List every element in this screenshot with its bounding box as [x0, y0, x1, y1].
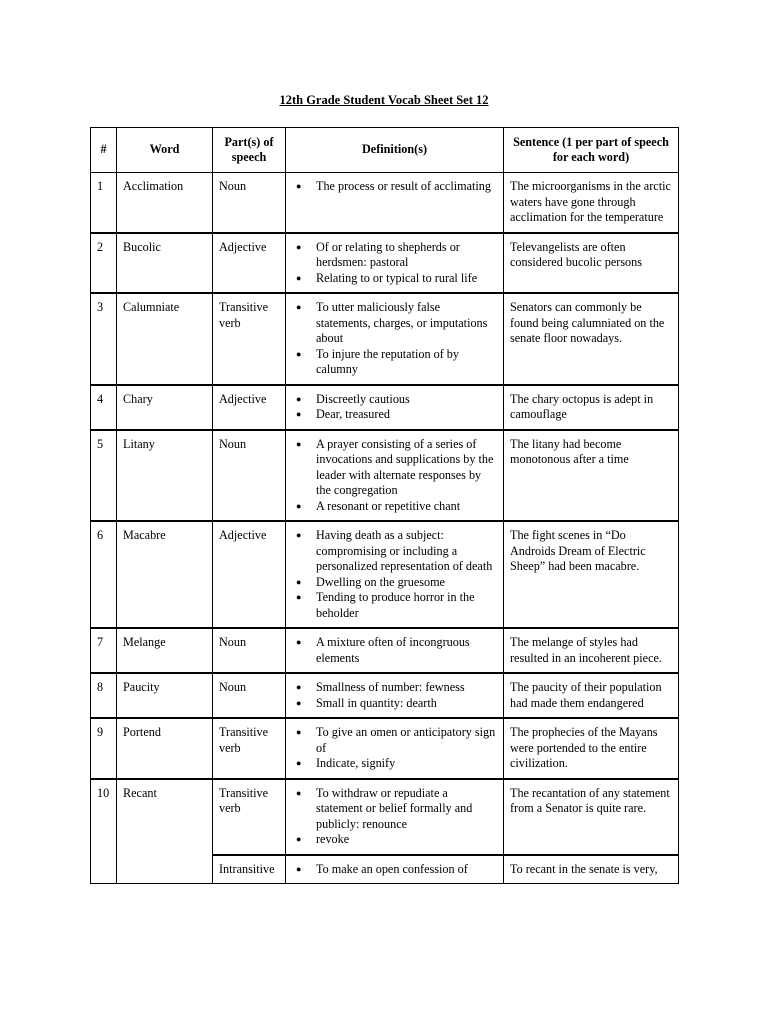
definition-text: To injure the reputation of by calumny — [316, 346, 459, 376]
definition-item — [292, 590, 497, 621]
definition-list — [292, 437, 497, 515]
row-word: Litany — [117, 430, 213, 522]
definition-item — [292, 407, 497, 423]
row-number: 10 — [91, 779, 117, 884]
row-part-of-speech: Noun — [213, 430, 286, 522]
bullet-icon: ● — [296, 576, 302, 587]
bullet-icon: ● — [296, 348, 302, 359]
table-row — [91, 718, 679, 779]
bullet-icon: ● — [296, 181, 302, 191]
definition-text: To utter maliciously false statements, charges, or imputations about — [316, 300, 488, 345]
bullet-icon: ● — [296, 500, 302, 511]
definition-item — [292, 179, 497, 195]
row-definitions — [286, 385, 504, 430]
definition-text: Of or relating to shepherds or herdsmen: pastoral — [316, 239, 460, 269]
row-word: Acclimation — [117, 173, 213, 233]
definition-text: Discreetly cautious — [316, 391, 410, 406]
row-definitions — [286, 628, 504, 673]
definition-text: Tending to produce horror in the beholder — [316, 590, 475, 620]
definition-text: Having death as a subject: compromising or including a personalized representation of death — [316, 528, 493, 573]
row-word: Paucity — [117, 673, 213, 718]
header-word: Word — [117, 128, 213, 173]
row-sentence: The chary octopus is adept in camouflage — [504, 385, 679, 430]
definition-item — [292, 347, 497, 378]
header-definition: Definition(s) — [286, 128, 504, 173]
bullet-icon: ● — [296, 727, 302, 737]
definition-item — [292, 862, 497, 878]
row-part-of-speech: Adjective — [213, 233, 286, 294]
definition-item — [292, 271, 497, 287]
table-row — [91, 293, 679, 385]
definition-item — [292, 437, 497, 499]
row-number: 7 — [91, 628, 117, 673]
bullet-icon: ● — [296, 637, 302, 647]
row-sentence: The litany had become monotonous after a time — [504, 430, 679, 522]
row-definitions — [286, 430, 504, 522]
definition-item — [292, 786, 497, 833]
definition-text: Small in quantity: dearth — [316, 695, 437, 710]
row-sentence: The recantation of any statement from a Senator is quite rare. — [504, 779, 679, 855]
row-definitions — [286, 779, 504, 855]
row-word: Recant — [117, 779, 213, 884]
vocab-table-body — [91, 173, 679, 884]
bullet-icon: ● — [296, 409, 302, 419]
bullet-icon: ● — [296, 682, 302, 692]
row-part-of-speech: Adjective — [213, 385, 286, 430]
table-row — [91, 430, 679, 522]
row-definitions — [286, 718, 504, 779]
row-part-of-speech: Transitive verb — [213, 293, 286, 385]
definition-text: The process or result of acclimating — [316, 179, 491, 193]
table-row — [91, 173, 679, 233]
bullet-icon: ● — [296, 834, 302, 844]
definition-list — [292, 635, 497, 666]
table-row — [91, 521, 679, 628]
row-sentence: The microorganisms in the arctic waters have gone through acclimation for the temperature — [504, 173, 679, 233]
table-row — [91, 779, 679, 855]
row-number: 5 — [91, 430, 117, 522]
definition-list — [292, 240, 497, 287]
document-title: 12th Grade Student Vocab Sheet Set 12 — [279, 93, 489, 107]
header-sentence: Sentence (1 per part of speech for each word) — [504, 128, 679, 173]
bullet-icon: ● — [296, 530, 302, 540]
definition-text: A prayer consisting of a series of invocations and supplications by the leader with alternate responses by the congregation — [316, 436, 494, 497]
row-part-of-speech: Noun — [213, 628, 286, 673]
definition-text: To give an omen or anticipatory sign of — [316, 725, 496, 755]
row-word: Calumniate — [117, 293, 213, 385]
row-definitions — [286, 233, 504, 294]
definition-text: To withdraw or repudiate a statement or belief formally and publicly: renounce — [316, 785, 473, 831]
row-number: 6 — [91, 521, 117, 628]
definition-list — [292, 392, 497, 423]
row-definitions — [286, 673, 504, 718]
row-number: 2 — [91, 233, 117, 294]
bullet-icon: ● — [296, 241, 302, 252]
definition-item — [292, 635, 497, 666]
table-row — [91, 628, 679, 673]
definition-item — [292, 696, 497, 712]
bullet-icon: ● — [296, 697, 302, 708]
row-sentence: To recant in the senate is very, — [504, 855, 679, 884]
definition-text: revoke — [316, 832, 350, 846]
row-part-of-speech: Transitive verb — [213, 718, 286, 779]
row-part-of-speech: Intransitive — [213, 855, 286, 884]
definition-text: A resonant or repetitive chant — [316, 498, 461, 513]
row-word: Chary — [117, 385, 213, 430]
bullet-icon: ● — [296, 302, 302, 312]
table-row — [91, 385, 679, 430]
definition-list — [292, 725, 497, 772]
row-definitions — [286, 173, 504, 233]
row-definitions — [286, 293, 504, 385]
row-definitions — [286, 521, 504, 628]
definition-item — [292, 680, 497, 696]
row-word: Melange — [117, 628, 213, 673]
definition-item — [292, 756, 497, 772]
row-number: 8 — [91, 673, 117, 718]
bullet-icon: ● — [296, 272, 302, 283]
header-num: # — [91, 128, 117, 173]
bullet-icon: ● — [296, 592, 302, 602]
table-row — [91, 233, 679, 294]
definition-item — [292, 575, 497, 591]
definition-list — [292, 300, 497, 378]
definition-text: Indicate, signify — [316, 756, 396, 770]
row-word: Macabre — [117, 521, 213, 628]
bullet-icon: ● — [296, 758, 302, 768]
bullet-icon: ● — [296, 787, 302, 798]
bullet-icon: ● — [296, 393, 302, 404]
row-sentence: Senators can commonly be found being calumniated on the senate floor nowadays. — [504, 293, 679, 385]
definition-item — [292, 499, 497, 515]
definition-list — [292, 862, 497, 878]
row-part-of-speech: Noun — [213, 173, 286, 233]
row-sentence: The fight scenes in “Do Androids Dream of Electric Sheep” had been macabre. — [504, 521, 679, 628]
row-part-of-speech: Adjective — [213, 521, 286, 628]
definition-text: A mixture often of incongruous elements — [316, 635, 470, 665]
row-sentence: The prophecies of the Mayans were portended to the entire civilization. — [504, 718, 679, 779]
row-definitions — [286, 855, 504, 884]
definition-text: To make an open confession of — [316, 861, 468, 876]
header-row — [91, 128, 679, 173]
definition-list — [292, 528, 497, 621]
definition-text: Smallness of number: fewness — [316, 680, 465, 694]
definition-item — [292, 392, 497, 408]
row-word: Bucolic — [117, 233, 213, 294]
row-part-of-speech: Transitive verb — [213, 779, 286, 855]
row-part-of-speech: Noun — [213, 673, 286, 718]
definition-text: Relating to or typical to rural life — [316, 270, 478, 285]
vocab-table — [90, 127, 679, 884]
definition-list — [292, 680, 497, 711]
row-number: 1 — [91, 173, 117, 233]
table-row — [91, 673, 679, 718]
row-number: 3 — [91, 293, 117, 385]
definition-text: Dear, treasured — [316, 407, 390, 421]
header-pos: Part(s) of speech — [213, 128, 286, 173]
definition-text: Dwelling on the gruesome — [316, 574, 445, 589]
definition-list — [292, 786, 497, 848]
row-number: 4 — [91, 385, 117, 430]
definition-item — [292, 528, 497, 575]
definition-item — [292, 725, 497, 756]
bullet-icon: ● — [296, 863, 302, 874]
row-number: 9 — [91, 718, 117, 779]
row-word: Portend — [117, 718, 213, 779]
definition-item — [292, 300, 497, 347]
row-sentence: Televangelists are often considered bucolic persons — [504, 233, 679, 294]
definition-list — [292, 179, 497, 195]
row-sentence: The melange of styles had resulted in an incoherent piece. — [504, 628, 679, 673]
bullet-icon: ● — [296, 438, 302, 449]
definition-item — [292, 240, 497, 271]
definition-item — [292, 832, 497, 848]
row-sentence: The paucity of their population had made them endangered — [504, 673, 679, 718]
